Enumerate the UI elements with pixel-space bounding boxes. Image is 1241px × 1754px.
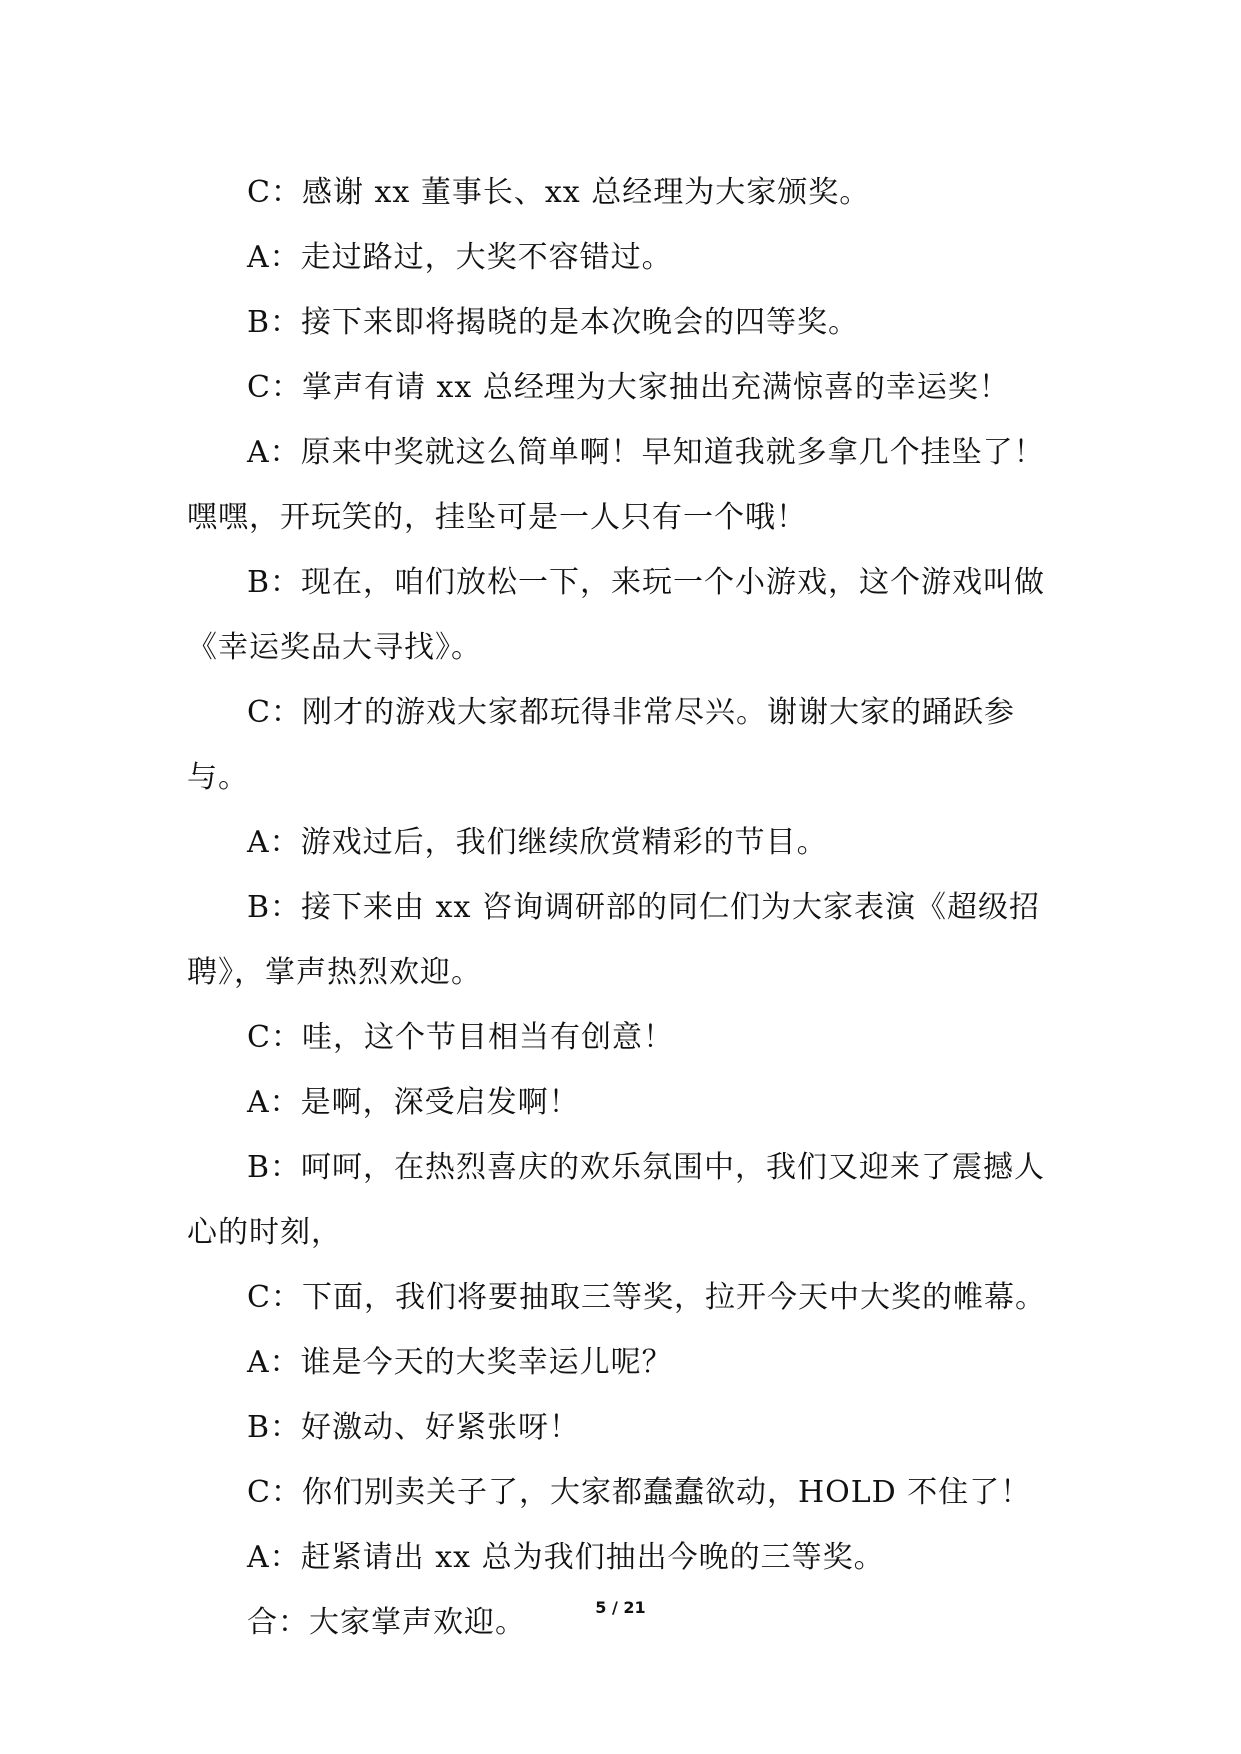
paragraph: B：接下来由 xx 咨询调研部的同仁们为大家表演《超级招聘》，掌声热烈欢迎。 — [187, 890, 1040, 990]
paragraph: B：现在，咱们放松一下，来玩一个小游戏，这个游戏叫做《幸运奖品大寻找》。 — [187, 565, 1046, 665]
page-number: 5 / 21 — [595, 1598, 646, 1617]
paragraph: B：呵呵，在热烈喜庆的欢乐氛围中，我们又迎来了震撼人心的时刻， — [187, 1150, 1046, 1250]
paragraph: C：感谢 xx 董事长、xx 总经理为大家颁奖。 — [247, 175, 871, 210]
paragraph: C：你们别卖关子了，大家都蠢蠢欲动，HOLD 不住了！ — [247, 1475, 1032, 1510]
paragraph: A：谁是今天的大奖幸运儿呢？ — [247, 1345, 673, 1380]
paragraph: A：是啊，深受启发啊！ — [247, 1085, 580, 1120]
paragraph: C：下面，我们将要抽取三等奖，拉开今天中大奖的帷幕。 — [247, 1280, 1046, 1315]
paragraph: 合：大家掌声欢迎。 — [247, 1605, 526, 1640]
paragraph: B：接下来即将揭晓的是本次晚会的四等奖。 — [247, 305, 860, 340]
paragraph: C：哇，这个节目相当有创意！ — [247, 1020, 674, 1055]
paragraph: C：刚才的游戏大家都玩得非常尽兴。谢谢大家的踊跃参与。 — [187, 695, 1015, 795]
paragraph: A：原来中奖就这么简单啊！早知道我就多拿几个挂坠了！嘿嘿，开玩笑的，挂坠可是一人只有一个哦！ — [187, 435, 1045, 535]
document-body — [187, 160, 1057, 1655]
paragraph: B：好激动、好紧张呀！ — [247, 1410, 581, 1445]
paragraph: A：赶紧请出 xx 总为我们抽出今晚的三等奖。 — [247, 1540, 885, 1575]
paragraph: C：掌声有请 xx 总经理为大家抽出充满惊喜的幸运奖！ — [247, 370, 1010, 405]
paragraph: A：走过路过，大奖不容错过。 — [247, 240, 673, 275]
paragraph: A：游戏过后，我们继续欣赏精彩的节目。 — [247, 825, 828, 860]
